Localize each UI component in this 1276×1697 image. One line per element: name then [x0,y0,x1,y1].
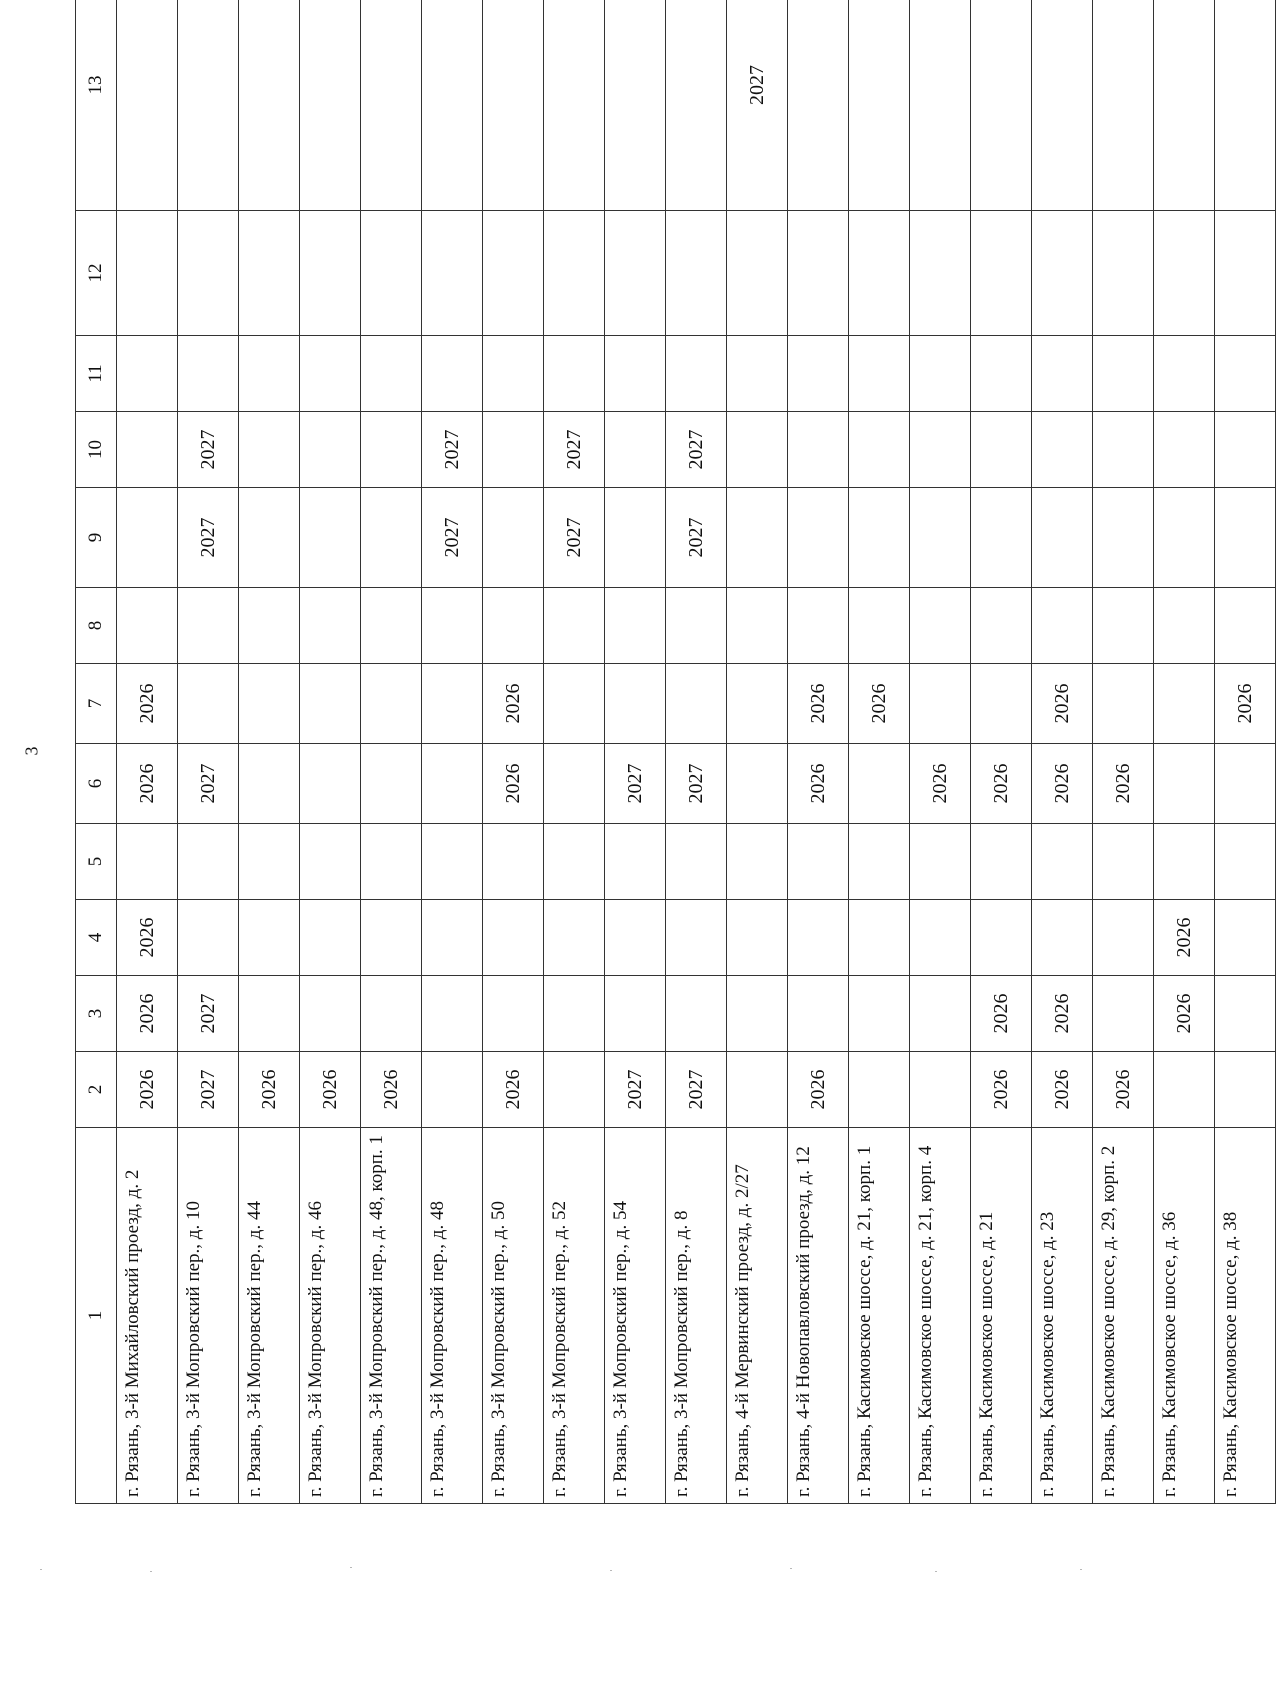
year-cell [849,412,910,488]
year-cell [544,976,605,1052]
table-row [117,0,178,1504]
year-cell [910,488,971,588]
year-cell: 2027 [727,0,788,211]
year-cell [971,412,1032,488]
year-cell [910,588,971,664]
year-cell [544,336,605,412]
header-row [76,0,117,1504]
year-cell [361,412,422,488]
year-cell [361,336,422,412]
year-cell [605,336,666,412]
table-row [910,0,971,1504]
year-cell [300,488,361,588]
year-cell [483,0,544,211]
year-cell [605,211,666,336]
year-cell: 2026 [1093,1052,1154,1128]
address-cell: г. Рязань, Касимовское шоссе, д. 23 [1032,1128,1093,1504]
year-cell [1093,336,1154,412]
year-cell [971,588,1032,664]
year-cell: 2026 [788,664,849,744]
year-cell [239,488,300,588]
year-cell: 2027 [178,744,239,824]
address-cell: г. Рязань, 3-й Мопровский пер., д. 46 [300,1128,361,1504]
column-header-1: 1 [76,1128,117,1504]
year-cell [239,900,300,976]
year-cell [910,412,971,488]
year-cell [361,744,422,824]
year-cell [117,824,178,900]
year-cell [666,976,727,1052]
year-cell [117,412,178,488]
year-cell [727,900,788,976]
year-cell: 2026 [300,1052,361,1128]
year-cell [300,824,361,900]
year-cell [483,412,544,488]
year-cell [1093,664,1154,744]
year-cell [300,664,361,744]
year-cell [239,976,300,1052]
table-row [1215,0,1276,1504]
year-cell: 2027 [422,488,483,588]
column-header-9: 9 [76,488,117,588]
year-cell [544,664,605,744]
year-cell [544,824,605,900]
year-cell [971,0,1032,211]
year-cell [849,336,910,412]
year-cell: 2026 [1032,1052,1093,1128]
year-cell: 2027 [605,1052,666,1128]
year-cell [971,488,1032,588]
year-cell [300,744,361,824]
year-cell [1154,744,1215,824]
year-cell [361,976,422,1052]
year-cell [117,0,178,211]
table-row [1154,0,1215,1504]
year-cell: 2027 [666,488,727,588]
table-row [1032,0,1093,1504]
year-cell: 2027 [178,1052,239,1128]
year-cell [1215,336,1276,412]
column-header-6: 6 [76,744,117,824]
year-cell [727,211,788,336]
year-cell [239,211,300,336]
table-row [849,0,910,1504]
year-cell: 2026 [117,664,178,744]
address-cell: г. Рязань, Касимовское шоссе, д. 38 [1215,1128,1276,1504]
year-cell [1215,1052,1276,1128]
scan-specks [0,1565,1200,1585]
scan-speck [935,1571,937,1572]
year-cell [1154,0,1215,211]
year-cell: 2027 [666,744,727,824]
year-cell: 2026 [361,1052,422,1128]
year-cell [1093,488,1154,588]
year-cell [605,588,666,664]
year-cell [1032,211,1093,336]
year-cell [1093,0,1154,211]
year-cell [178,664,239,744]
address-cell: г. Рязань, 3-й Мопровский пер., д. 8 [666,1128,727,1504]
scan-speck [1080,1569,1082,1570]
year-cell [1154,588,1215,664]
table-row [422,0,483,1504]
column-header-11: 11 [76,336,117,412]
year-cell [422,664,483,744]
year-cell [1032,824,1093,900]
address-cell: г. Рязань, Касимовское шоссе, д. 29, корп. 2 [1093,1128,1154,1504]
year-cell [300,588,361,664]
table-body [76,0,1276,1504]
scan-speck [350,1567,352,1568]
year-cell [849,824,910,900]
year-cell [1215,588,1276,664]
year-cell [605,488,666,588]
year-cell [727,744,788,824]
year-cell [1154,664,1215,744]
address-cell: г. Рязань, Касимовское шоссе, д. 21, корп. 4 [910,1128,971,1504]
year-cell [727,412,788,488]
year-cell [605,976,666,1052]
year-cell [361,488,422,588]
year-cell [1032,488,1093,588]
year-cell [422,0,483,211]
year-cell [971,900,1032,976]
scan-speck [790,1568,792,1569]
year-cell [361,664,422,744]
year-cell [910,336,971,412]
year-cell: 2026 [1032,664,1093,744]
year-cell [910,824,971,900]
table-row [544,0,605,1504]
year-cell [849,1052,910,1128]
year-cell [788,488,849,588]
schedule-table [75,0,1276,1504]
table-row [239,0,300,1504]
year-cell [1215,900,1276,976]
address-cell: г. Рязань, 3-й Мопровский пер., д. 52 [544,1128,605,1504]
table-row [666,0,727,1504]
year-cell [605,0,666,211]
column-header-3: 3 [76,976,117,1052]
year-cell [422,976,483,1052]
year-cell [1154,336,1215,412]
table-row [300,0,361,1504]
year-cell [239,0,300,211]
year-cell [483,588,544,664]
year-cell [971,336,1032,412]
year-cell [727,664,788,744]
year-cell [666,900,727,976]
year-cell [300,976,361,1052]
year-cell [361,0,422,211]
address-cell: г. Рязань, 3-й Мопровский пер., д. 50 [483,1128,544,1504]
year-cell [1215,0,1276,211]
year-cell [422,588,483,664]
year-cell [727,588,788,664]
year-cell [483,824,544,900]
year-cell [300,900,361,976]
year-cell [544,900,605,976]
year-cell [727,336,788,412]
year-cell: 2027 [544,488,605,588]
year-cell [483,488,544,588]
year-cell: 2027 [178,412,239,488]
column-header-2: 2 [76,1052,117,1128]
year-cell [544,744,605,824]
table-row [971,0,1032,1504]
year-cell [910,0,971,211]
address-cell: г. Рязань, 3-й Мопровский пер., д. 10 [178,1128,239,1504]
address-cell: г. Рязань, Касимовское шоссе, д. 36 [1154,1128,1215,1504]
year-cell [727,976,788,1052]
table-row [361,0,422,1504]
year-cell [849,0,910,211]
year-cell: 2026 [1032,976,1093,1052]
year-cell [178,588,239,664]
year-cell [910,976,971,1052]
year-cell: 2026 [788,744,849,824]
year-cell [666,824,727,900]
year-cell [605,824,666,900]
year-cell [239,412,300,488]
column-header-12: 12 [76,211,117,336]
year-cell [1032,336,1093,412]
column-header-8: 8 [76,588,117,664]
year-cell [422,824,483,900]
year-cell [788,824,849,900]
year-cell [1154,488,1215,588]
table-row [483,0,544,1504]
year-cell [239,664,300,744]
year-cell [1093,824,1154,900]
year-cell: 2026 [483,664,544,744]
year-cell [483,211,544,336]
year-cell [605,412,666,488]
year-cell [605,664,666,744]
year-cell [849,588,910,664]
year-cell: 2026 [117,1052,178,1128]
year-cell [1215,412,1276,488]
year-cell [971,824,1032,900]
year-cell [666,0,727,211]
year-cell: 2027 [422,412,483,488]
address-cell: г. Рязань, 3-й Мопровский пер., д. 48, корп. 1 [361,1128,422,1504]
year-cell [117,588,178,664]
year-cell [788,412,849,488]
year-cell: 2027 [178,976,239,1052]
year-cell: 2026 [1154,976,1215,1052]
year-cell [544,211,605,336]
year-cell [1093,976,1154,1052]
year-cell [361,588,422,664]
year-cell [300,412,361,488]
year-cell: 2026 [483,1052,544,1128]
year-cell [178,211,239,336]
year-cell [361,824,422,900]
year-cell [422,744,483,824]
year-cell [178,336,239,412]
year-cell [300,211,361,336]
year-cell [239,824,300,900]
year-cell [117,211,178,336]
year-cell [1032,588,1093,664]
year-cell [788,336,849,412]
year-cell: 2026 [849,664,910,744]
year-cell [178,824,239,900]
year-cell: 2026 [483,744,544,824]
year-cell [1154,412,1215,488]
year-cell [1093,412,1154,488]
year-cell [605,900,666,976]
year-cell [910,211,971,336]
year-cell [1154,211,1215,336]
year-cell [666,664,727,744]
year-cell [971,664,1032,744]
year-cell [1215,976,1276,1052]
scan-speck [610,1570,612,1571]
address-cell: г. Рязань, 3-й Мопровский пер., д. 48 [422,1128,483,1504]
rotated-table-container [75,34,1256,1504]
year-cell [483,900,544,976]
year-cell [544,1052,605,1128]
year-cell [849,976,910,1052]
year-cell [1032,0,1093,211]
year-cell [1154,1052,1215,1128]
year-cell [422,336,483,412]
year-cell [117,488,178,588]
year-cell [361,211,422,336]
year-cell [666,588,727,664]
year-cell: 2026 [117,744,178,824]
table-row [605,0,666,1504]
table-row [788,0,849,1504]
scan-speck [150,1571,152,1572]
year-cell: 2026 [910,744,971,824]
year-cell [422,211,483,336]
page-number: 3 [21,746,42,756]
year-cell [666,211,727,336]
year-cell [1032,412,1093,488]
year-cell [788,900,849,976]
year-cell [1215,824,1276,900]
year-cell [117,336,178,412]
column-header-13: 13 [76,0,117,211]
year-cell [727,1052,788,1128]
address-cell: г. Рязань, 4-й Мервинский проезд, д. 2/27 [727,1128,788,1504]
year-cell [788,976,849,1052]
year-cell: 2026 [1154,900,1215,976]
year-cell [727,488,788,588]
column-header-7: 7 [76,664,117,744]
year-cell [422,900,483,976]
address-cell: г. Рязань, Касимовское шоссе, д. 21, корп. 1 [849,1128,910,1504]
year-cell: 2027 [544,412,605,488]
year-cell [788,211,849,336]
year-cell [483,976,544,1052]
year-cell [910,1052,971,1128]
column-header-10: 10 [76,412,117,488]
year-cell [544,0,605,211]
year-cell [1093,211,1154,336]
address-cell: г. Рязань, 4-й Новопавловский проезд, д. 12 [788,1128,849,1504]
year-cell [849,900,910,976]
year-cell [239,336,300,412]
year-cell: 2026 [788,1052,849,1128]
year-cell: 2026 [117,900,178,976]
year-cell [788,588,849,664]
year-cell [1093,588,1154,664]
table-row [178,0,239,1504]
year-cell [178,900,239,976]
year-cell [300,336,361,412]
year-cell [544,588,605,664]
year-cell [1215,211,1276,336]
year-cell [239,744,300,824]
year-cell [239,588,300,664]
year-cell [727,824,788,900]
year-cell [1215,744,1276,824]
year-cell: 2026 [1032,744,1093,824]
year-cell: 2027 [666,1052,727,1128]
year-cell: 2026 [1215,664,1276,744]
year-cell [1154,824,1215,900]
year-cell [1032,900,1093,976]
year-cell [1093,900,1154,976]
year-cell [1215,488,1276,588]
year-cell [910,664,971,744]
column-header-4: 4 [76,900,117,976]
column-header-5: 5 [76,824,117,900]
year-cell [788,0,849,211]
year-cell: 2027 [605,744,666,824]
year-cell: 2027 [666,412,727,488]
year-cell [666,336,727,412]
year-cell: 2027 [178,488,239,588]
year-cell [361,900,422,976]
year-cell [178,0,239,211]
year-cell [849,488,910,588]
address-cell: г. Рязань, 3-й Михайловский проезд, д. 2 [117,1128,178,1504]
address-cell: г. Рязань, 3-й Мопровский пер., д. 54 [605,1128,666,1504]
year-cell [971,211,1032,336]
year-cell: 2026 [971,1052,1032,1128]
year-cell [300,0,361,211]
year-cell: 2026 [117,976,178,1052]
year-cell [849,744,910,824]
address-cell: г. Рязань, Касимовское шоссе, д. 21 [971,1128,1032,1504]
year-cell: 2026 [971,976,1032,1052]
year-cell [910,900,971,976]
year-cell: 2026 [239,1052,300,1128]
table-row [727,0,788,1504]
year-cell [422,1052,483,1128]
year-cell: 2026 [1093,744,1154,824]
year-cell [483,336,544,412]
year-cell: 2026 [971,744,1032,824]
address-cell: г. Рязань, 3-й Мопровский пер., д. 44 [239,1128,300,1504]
scan-speck [40,1569,42,1570]
year-cell [849,211,910,336]
table-row [1093,0,1154,1504]
